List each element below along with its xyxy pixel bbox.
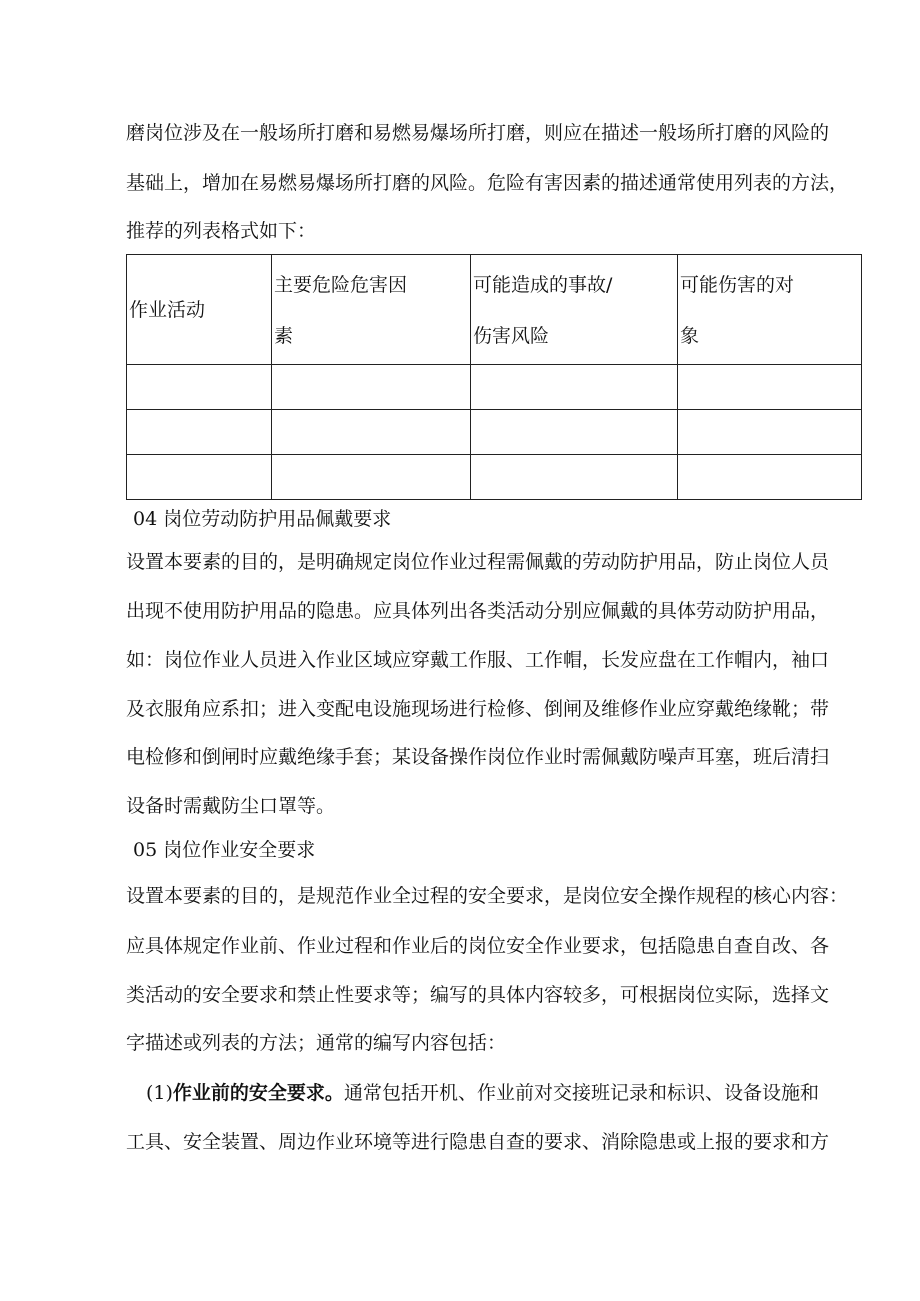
header-cell-affected-objects <box>678 255 862 365</box>
table-cell <box>678 455 862 500</box>
section-04-line-5: 电检修和倒闸时应戴绝缘手套；某设备操作岗位作业时需佩戴防噪声耳塞，班后清扫 <box>126 746 830 768</box>
table-cell <box>272 410 471 455</box>
section-05-number: 05 <box>133 839 158 861</box>
table-cell <box>678 365 862 410</box>
section-04-number: 04 <box>133 508 158 530</box>
section-04-line-3: 如：岗位作业人员进入作业区域应穿戴工作服、工作帽，长发应盘在工作帽内，袖口 <box>126 649 830 671</box>
table-cell <box>127 365 272 410</box>
table-row <box>127 410 862 455</box>
table-row <box>127 455 862 500</box>
section-05-title: 岗位作业安全要求 <box>163 839 316 861</box>
header-accident-line1: 可能造成的事故/ <box>473 274 613 296</box>
item-1-marker: (1) <box>146 1082 173 1104</box>
header-cell-activity <box>127 255 272 365</box>
table-cell <box>127 455 272 500</box>
table-cell <box>272 365 471 410</box>
table-cell <box>127 410 272 455</box>
item-1-line-1 <box>146 1081 866 1105</box>
table-cell <box>272 455 471 500</box>
table-cell <box>471 410 678 455</box>
section-04-line-6: 设备时需戴防尘口罩等。 <box>126 795 336 817</box>
table-cell <box>471 455 678 500</box>
item-1-bold-title: 作业前的安全要求。 <box>172 1082 344 1104</box>
section-04-title: 岗位劳动防护用品佩戴要求 <box>163 508 392 530</box>
intro-line-2: 基础上，增加在易燃易爆场所打磨的风险。危险有害因素的描述通常使用列表的方法， <box>126 172 849 194</box>
header-cell-hazard-factors <box>272 255 471 365</box>
table-row <box>127 365 862 410</box>
item-1-text: 通常包括开机、作业前对交接班记录和标识、设备设施和 <box>343 1082 819 1104</box>
section-05-line-4: 字描述或列表的方法；通常的编写内容包括： <box>126 1032 507 1054</box>
hazard-list-table <box>126 254 862 500</box>
header-hazard-line2: 素 <box>274 325 294 347</box>
header-cell-accident-risk <box>471 255 678 365</box>
section-04-line-1: 设置本要素的目的，是明确规定岗位作业过程需佩戴的劳动防护用品，防止岗位人员 <box>126 551 830 573</box>
header-activity-label: 作业活动 <box>129 298 206 321</box>
table-header-row <box>127 255 862 365</box>
header-hazard-line1: 主要危险危害因 <box>274 274 408 296</box>
header-objects-line2: 象 <box>680 325 700 347</box>
section-05-heading <box>133 838 315 862</box>
item-1-line-2: 工具、安全装置、周边作业环境等进行隐患自查的要求、消除隐患或上报的要求和方 <box>126 1131 830 1153</box>
section-04-heading <box>133 507 391 531</box>
table-cell <box>678 410 862 455</box>
section-05-line-3: 类活动的安全要求和禁止性要求等；编写的具体内容较多，可根据岗位实际，选择文 <box>126 984 830 1006</box>
header-accident-line2: 伤害风险 <box>473 325 550 347</box>
section-04-line-4: 及衣服角应系扣；进入变配电设施现场进行检修、倒闸及维修作业应穿戴绝缘靴；带 <box>126 698 830 720</box>
section-05-line-2: 应具体规定作业前、作业过程和作业后的岗位安全作业要求，包括隐患自查自改、各 <box>126 935 830 957</box>
intro-line-1: 磨岗位涉及在一般场所打磨和易燃易爆场所打磨，则应在描述一般场所打磨的风险的 <box>126 122 830 144</box>
section-05-line-1: 设置本要素的目的，是规范作业全过程的安全要求，是岗位安全操作规程的核心内容： <box>126 885 849 907</box>
header-objects-line1: 可能伤害的对 <box>680 274 795 296</box>
section-04-line-2: 出现不使用防护用品的隐患。应具体列出各类活动分别应佩戴的具体劳动防护用品， <box>126 600 830 622</box>
intro-line-3: 推荐的列表格式如下： <box>126 220 317 242</box>
table-cell <box>471 365 678 410</box>
